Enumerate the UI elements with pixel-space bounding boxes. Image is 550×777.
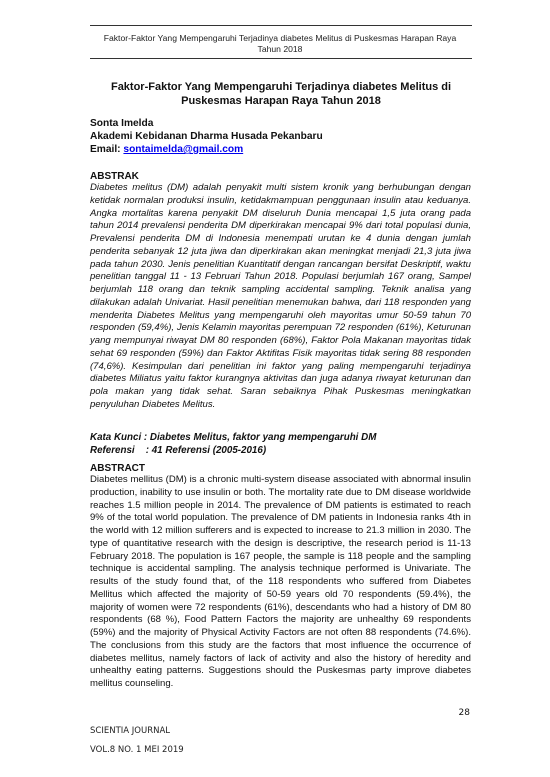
keywords-label: Kata Kunci: [90, 432, 142, 443]
author-name: Sonta Imelda: [90, 118, 154, 129]
author-email-line: [90, 143, 472, 156]
keywords-line: [90, 432, 472, 445]
abstrak-heading: ABSTRAK: [90, 171, 139, 182]
keywords-value: : Diabetes Melitus, faktor yang mempengaruhi DM: [143, 432, 377, 443]
references-value: : 41 Referensi (2005-2016): [145, 444, 267, 456]
journal-footer: [90, 722, 184, 760]
header-rule-top: [90, 25, 472, 26]
keywords-block: [90, 432, 472, 457]
author-affiliation: Akademi Kebidanan Dharma Husada Pekanbaru: [90, 131, 323, 142]
running-header-line-1: Faktor-Faktor Yang Mempengaruhi Terjadinya diabetes Melitus di Puskesmas Harapan Raya: [103, 33, 457, 43]
abstrak-text: Diabetes melitus (DM) adalah penyakit multi sistem kronik yang berhubungan dengan ketidak normalan produksi insulin, ketidakmampuan penggunaan insulin atau keduanya. Angka mortalitas karena penyakit DM diseluruh Dunia mencapai 1,5 juta orang pada tahun 2014 prevalensi penderita DM diperkirakan mencapai 9% dari total populasi dunia, Prevalensi penderita DM di Indonesia menempati urutan ke 4 dunia dengan jumlah penderita sebanyak 12 juta jiwa dan diperkirakan akan meningkat menjadi 21,3 juta jiwa pada tahun 2030. Jenis penelitian Kuantitatif dengan rancangan bersifat Deskriptif, waktu penelitian tanggal 11 - 13 Februari Tahun 2018. Populasi berjumlah 167 orang, Sampel berjumlah 118 orang dan teknik sampling accidental sampling. Teknik analisa yang dilakukan adalah Univariat. Hasil penelitian menemukan bahwa, dari 118 responden yang menderita Diabetes Melitus yang mempengaruhi oleh mayoritas umur 50-59 tahun 70 responden (59,4%), Jenis Kelamin mayoritas perempuan 72 responden (61%), Keturunan yang mempunyai riwayat DM 80 responden (68%), Faktor Pola Makanan mayoritas tidak sehat 69 responden (59%) dan Faktor Aktifitas Fisik mayoritas tidak sering 88 responden (74,6%). Kesimpulan dari penelitian ini faktor yang paling mempengaruhi terjadinya diabetes Miliatus yaitu faktor kurangnya aktivitas dan juga adanya riwayat keturunan dan pola makan yang tidak sehat. Saran sebaiknya Pihak Puskesmas meningkatkan penyuluhan Diabetes Melitus.: [90, 182, 471, 410]
title-line-1: Faktor-Faktor Yang Mempengaruhi Terjadinya diabetes Melitus di: [110, 81, 452, 93]
header-rule-bottom: [90, 58, 472, 59]
paper-title: [90, 80, 472, 108]
references-line: [90, 445, 472, 458]
journal-name: SCIENTIA JOURNAL: [90, 726, 171, 736]
author-block: [90, 117, 472, 156]
email-label: Email:: [90, 144, 121, 155]
abstract-text: Diabetes mellitus (DM) is a chronic multi-system disease associated with abnormal insulin production, inability to use insulin or both. The mortality rate due to DM disease worldwide reaches 1.5 million people in 2014. The prevalence of DM patients is estimated to reach 9% of the total world population. The prevalence of DM patients in Indonesia ranks 4th in the world with 12 million sufferers and is expected to increase to 21.3 million in 2030. The type of quantitative research with the design is descriptive, the research period is 11-13 February 2018. The population is 167 people, the sample is 118 people and the sampling technique is accidental sampling. The analysis technique performed is Univariate. The results of the study found that, of the 118 respondents who suffered from Diabetes Mellitus which affected the majority of 50-59 years old 70 respondents (59.4%), the majority of women were 72 respondents (61%), descendants who had a history of DM 80 respondents (68 %), Food Pattern Factors the majority are unhealthy 69 respondents (59%) and the majority of Physical Activity Factors are not often 88 respondents (74.6%). The conclusions from this study are the factors that most influence the occurrence of diabetes mellitus, namely factors of lack of activity and also the history of heredity and unhealthy eating patterns. Suggestions should the Puskesmas party improve diabetes mellitus counseling.: [90, 474, 471, 689]
abstract-heading: ABSTRACT: [90, 463, 145, 474]
page-number: 28: [458, 708, 470, 718]
title-line-2: Puskesmas Harapan Raya Tahun 2018: [181, 95, 381, 107]
email-link[interactable]: sontaimelda@gmail.com: [123, 144, 244, 155]
running-header: [90, 33, 470, 55]
references-label: Referensi: [90, 444, 135, 456]
journal-volume: VOL.8 NO. 1 MEI 2019: [90, 745, 184, 755]
running-header-line-2: Tahun 2018: [257, 44, 303, 54]
